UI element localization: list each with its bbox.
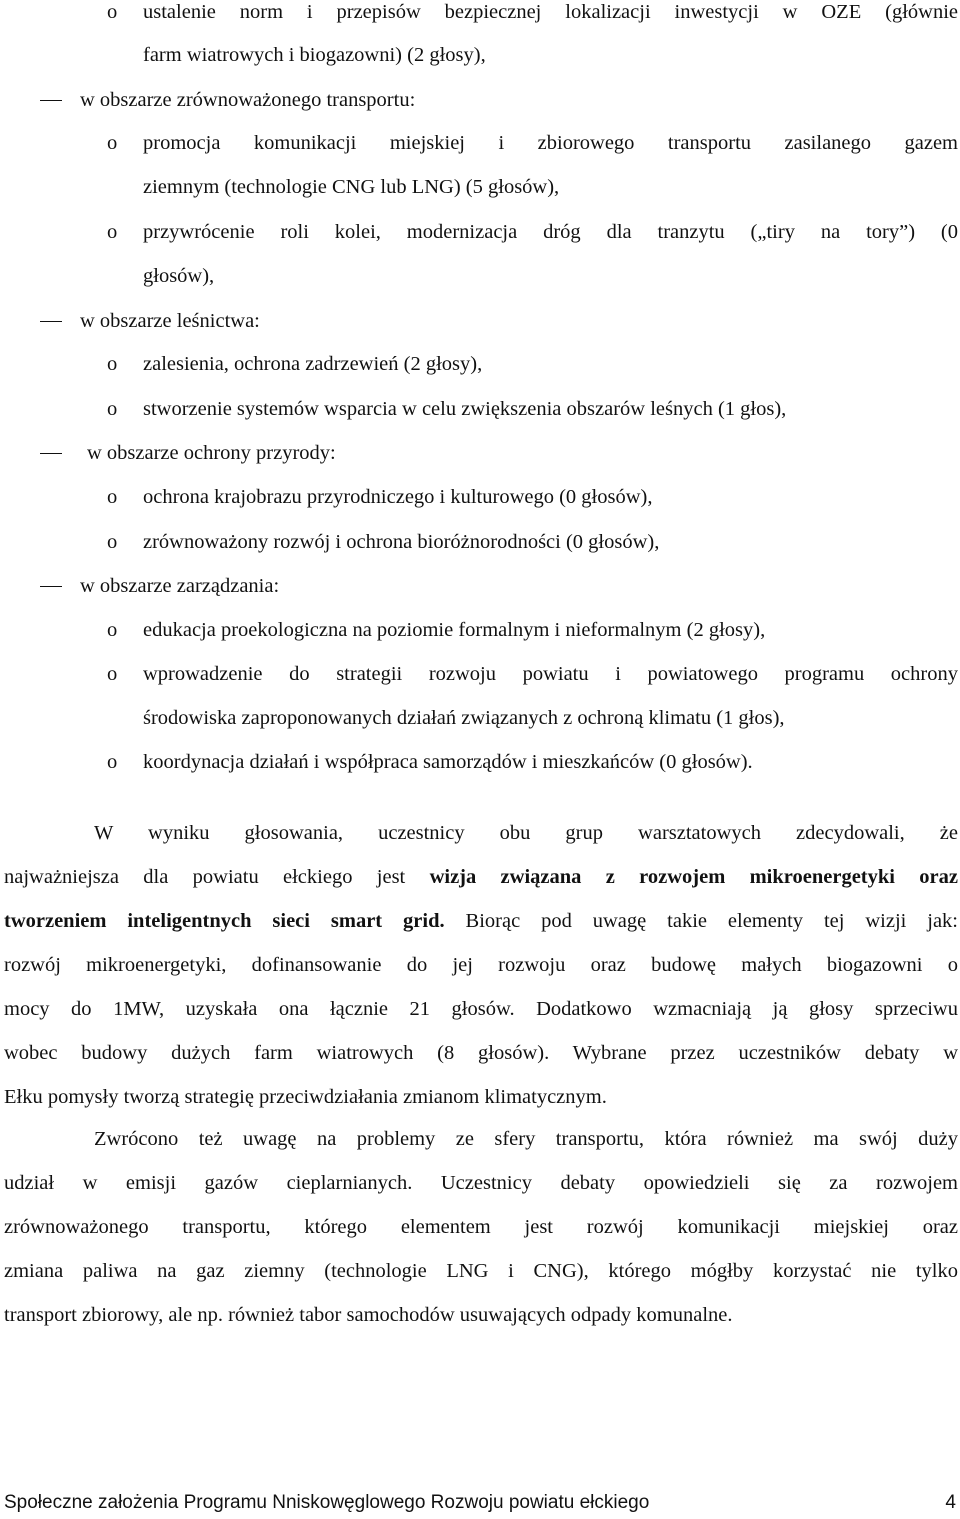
paragraph-line: W wyniku głosowania, uczestnicy obu grup warsztatowych zdecydowali, że xyxy=(94,822,958,844)
list-item-text: promocja komunikacji miejskiej i zbiorowego transportu zasilanego gazem xyxy=(143,132,958,154)
bullet-o: o xyxy=(107,619,118,641)
list-item xyxy=(0,527,960,557)
paragraph-line: Ełku pomysły tworzą strategię przeciwdziałania zmianom klimatycznym. xyxy=(4,1086,607,1108)
list-item-text: głosów), xyxy=(143,265,215,287)
list-item-text: ochrona krajobrazu przyrodniczego i kulturowego (0 głosów), xyxy=(143,486,653,508)
section-header xyxy=(0,438,960,468)
list-item xyxy=(0,128,960,158)
list-item xyxy=(0,482,960,512)
list-item-text: przywrócenie roli kolei, modernizacja dróg dla tranzytu („tiry na tory”) (0 xyxy=(143,221,958,243)
section-header xyxy=(0,571,960,601)
bullet-o: o xyxy=(107,398,118,420)
list-item xyxy=(0,659,960,689)
page-footer xyxy=(4,1490,956,1516)
paragraph-text: Biorąc pod uwagę takie elementy tej wizji jak: xyxy=(444,910,958,932)
list-item-text: edukacja proekologiczna na poziomie formalnym i nieformalnym (2 głosy), xyxy=(143,619,766,641)
paragraph-line: rozwój mikroenergetyki, dofinansowanie do jej rozwoju oraz budowę małych biogazowni o xyxy=(4,954,958,976)
list-item-text: wprowadzenie do strategii rozwoju powiatu i powiatowego programu ochrony xyxy=(143,663,958,685)
section-header xyxy=(0,306,960,336)
list-item-text: koordynacja działań i współpraca samorządów i mieszkańców (0 głosów). xyxy=(143,751,753,773)
bullet-o: o xyxy=(107,221,118,243)
list-item xyxy=(0,394,960,424)
section-header xyxy=(0,85,960,115)
paragraph-line xyxy=(4,862,958,892)
list-item xyxy=(0,0,960,27)
list-item-continuation xyxy=(0,703,960,733)
dash-bullet xyxy=(40,100,62,101)
list-item-continuation xyxy=(0,172,960,202)
dash-bullet xyxy=(40,586,62,587)
paragraph-bold-text: wizja związana z rozwojem mikroenergetyki oraz xyxy=(429,866,958,888)
footer-title: Społeczne założenia Programu Nniskowęglowego Rozwoju powiatu ełckiego xyxy=(4,1492,650,1513)
list-item-text: ziemnym (technologie CNG lub LNG) (5 głosów), xyxy=(143,176,560,198)
list-item-text: zalesienia, ochrona zadrzewień (2 głosy), xyxy=(143,353,483,375)
list-item-text: zrównoważony rozwój i ochrona bioróżnorodności (0 głosów), xyxy=(143,531,660,553)
paragraph-line: wobec budowy dużych farm wiatrowych (8 głosów). Wybrane przez uczestników debaty w xyxy=(4,1042,958,1064)
paragraph-line: udział w emisji gazów cieplarnianych. Uczestnicy debaty opowiedzieli się za rozwojem xyxy=(4,1172,958,1194)
list-item xyxy=(0,217,960,247)
paragraph-line: zrównoważonego transportu, którego elementem jest rozwój komunikacji miejskiej oraz xyxy=(4,1216,958,1238)
paragraph-line xyxy=(4,906,958,936)
bullet-o: o xyxy=(107,663,118,685)
list-item-text: środowiska zaproponowanych działań związanych z ochroną klimatu (1 głos), xyxy=(143,707,785,729)
bullet-o: o xyxy=(107,486,118,508)
paragraph-line: mocy do 1MW, uzyskała ona łącznie 21 głosów. Dodatkowo wzmacniają ją głosy sprzeciwu xyxy=(4,998,958,1020)
bullet-o: o xyxy=(107,1,118,23)
list-item-continuation xyxy=(0,40,960,70)
paragraph-line: zmiana paliwa na gaz ziemny (technologie LNG i CNG), którego mógłby korzystać nie tylko xyxy=(4,1260,958,1282)
list-item-text: farm wiatrowych i biogazowni) (2 głosy), xyxy=(143,44,486,66)
section-header-text: w obszarze zarządzania: xyxy=(80,575,280,597)
paragraph-text: najważniejsza dla powiatu ełckiego jest xyxy=(4,866,430,888)
section-header-text: w obszarze zrównoważonego transportu: xyxy=(80,89,416,111)
paragraph-line: transport zbiorowy, ale np. również tabor samochodów usuwających odpady komunalne. xyxy=(4,1304,733,1326)
dash-bullet xyxy=(40,453,62,454)
list-item-text: stworzenie systemów wsparcia w celu zwiększenia obszarów leśnych (1 głos), xyxy=(143,398,787,420)
list-item xyxy=(0,615,960,645)
bullet-o: o xyxy=(107,751,118,773)
section-header-text: w obszarze ochrony przyrody: xyxy=(87,442,336,464)
dash-bullet xyxy=(40,321,62,322)
list-item xyxy=(0,747,960,777)
paragraph-line: Zwrócono też uwagę na problemy ze sfery transportu, która również ma swój duży xyxy=(94,1128,958,1150)
bullet-o: o xyxy=(107,353,118,375)
list-item-continuation xyxy=(0,261,960,291)
bullet-o: o xyxy=(107,132,118,154)
section-header-text: w obszarze leśnictwa: xyxy=(80,310,260,332)
bullet-o: o xyxy=(107,531,118,553)
list-item-text: ustalenie norm i przepisów bezpiecznej lokalizacji inwestycji w OZE (głównie xyxy=(143,1,958,23)
page-number: 4 xyxy=(945,1492,956,1513)
list-item xyxy=(0,349,960,379)
paragraph-bold-text: tworzeniem inteligentnych sieci smart grid. xyxy=(4,910,445,932)
